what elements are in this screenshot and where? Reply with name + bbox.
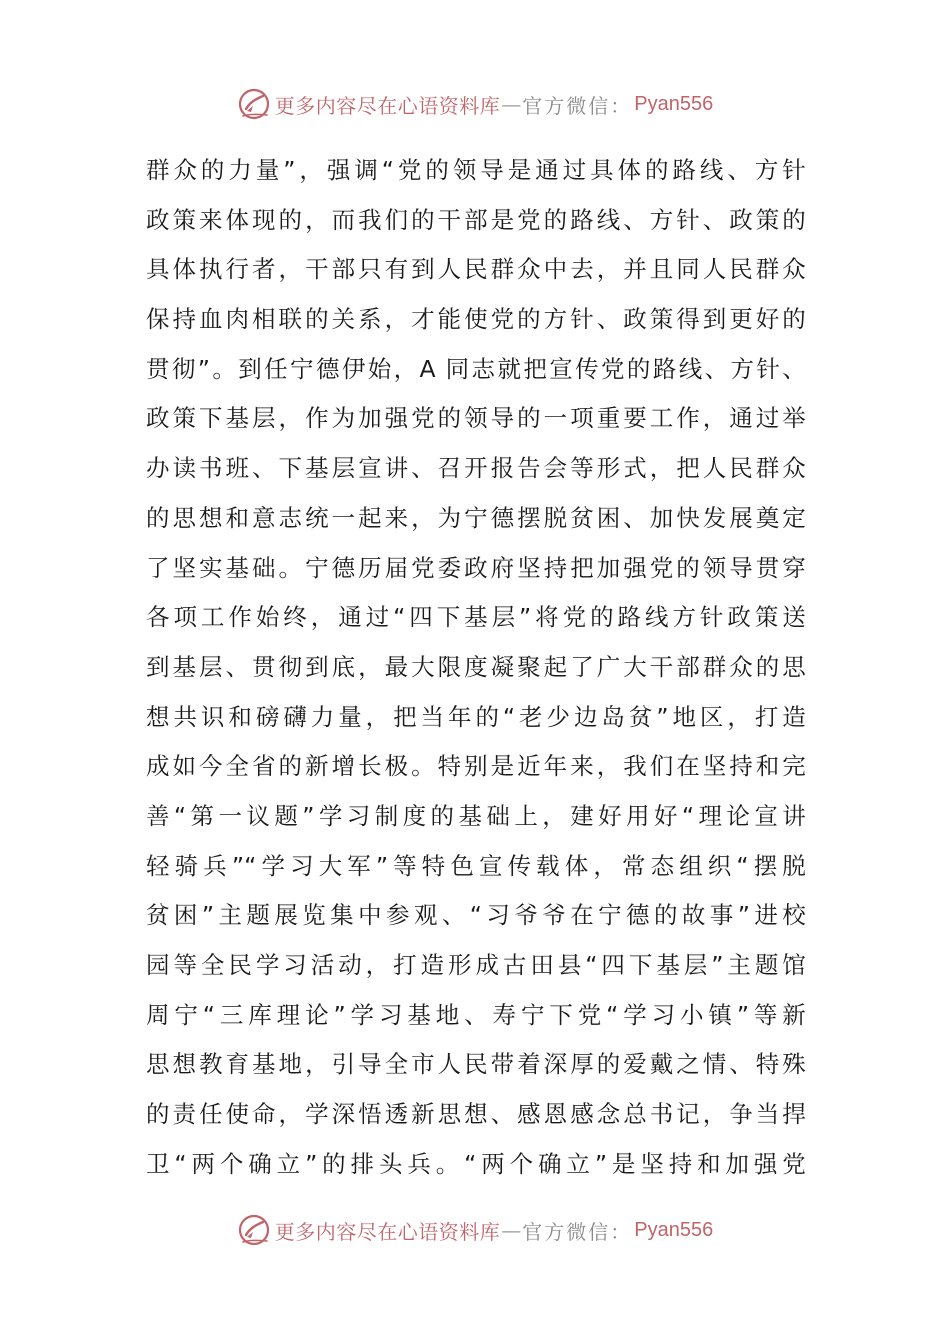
header-banner-separator: — [501,92,522,116]
body-line: 群众的力量”，强调“党的领导是通过具体的路线、方针 [146,156,806,184]
body-line: 具体执行者，干部只有到人民群众中去，并且同人民群众 [146,255,806,284]
footer-wechat-id: Pyan556 [634,1218,714,1241]
body-line: 的责任使命，学深悟透新思想、感恩感念总书记，争当捍 [146,1100,806,1129]
body-line: 贫困”主题展览集中参观、“习爷爷在宁德的故事”进校 [146,901,806,930]
footer-wechat-label: 官方微信： [522,1219,633,1244]
body-line: 卫“两个确立”的排头兵。“两个确立”是坚持和加强党 [146,1149,806,1178]
body-paragraph [146,146,806,1189]
body-line: 政策下基层，作为加强党的领导的一项重要工作，通过举 [146,404,806,433]
header-banner-text: 更多内容尽在心语资料库 [274,93,501,118]
body-line: 各项工作始终，通过“四下基层”将党的路线方针政策送 [146,603,806,632]
footer-banner-text: 更多内容尽在心语资料库 [274,1219,501,1244]
body-line: 想共识和磅礴力量，把当年的“老少边岛贫”地区，打造 [146,702,806,731]
body-line: 办读书班、下基层宣讲、召开报告会等形式，把人民群众 [146,454,806,483]
body-line: 园等全民学习活动，打造形成古田县“四下基层”主题馆 [146,951,806,979]
body-line: 思想教育基地，引导全市人民带着深厚的爱戴之情、特殊 [146,1050,806,1079]
footer-banner-separator: — [501,1218,522,1242]
header-wechat-id: Pyan556 [634,92,714,115]
body-line: 周宁“三库理论”学习基地、寿宁下党“学习小镇”等新 [146,1000,806,1029]
body-line: 善“第一议题”学习制度的基础上，建好用好“理论宣讲 [146,801,806,830]
pen-circle-logo-icon [237,1213,271,1247]
body-line: 成如今全省的新增长极。特别是近年来，我们在坚持和完 [146,752,806,781]
body-line: 轻骑兵”“学习大军”等特色宣传载体，常态组织“摆脱 [146,851,806,880]
body-line: 贯彻”。到任宁德伊始，A 同志就把宣传党的路线、方针、 [146,354,806,383]
pen-circle-logo-icon [237,87,271,121]
header-wechat-label: 官方微信： [522,93,633,118]
header-banner [0,84,950,124]
body-line: 了坚实基础。宁德历届党委政府坚持把加强党的领导贯穿 [146,553,806,582]
footer-banner [0,1210,950,1250]
body-line: 的思想和意志统一起来，为宁德摆脱贫困、加快发展奠定 [146,503,806,532]
body-line: 到基层、贯彻到底，最大限度凝聚起了广大干部群众的思 [146,652,806,681]
body-line: 政策来体现的，而我们的干部是党的路线、方针、政策的 [146,205,806,234]
body-line: 保持血肉相联的关系，才能使党的方针、政策得到更好的 [146,305,806,334]
